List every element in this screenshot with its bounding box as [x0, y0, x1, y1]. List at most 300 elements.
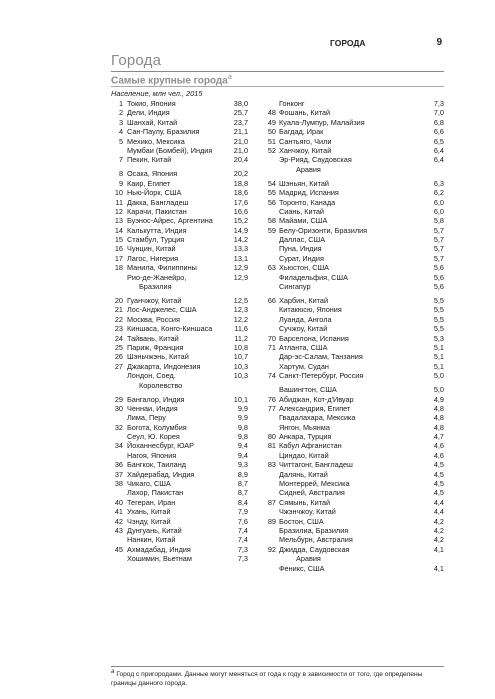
city-name: Вашингтон, США: [279, 385, 337, 395]
population-value: 5,5: [433, 324, 444, 334]
table-row: [111, 169, 248, 178]
table-row: [111, 362, 248, 371]
table-row: [262, 498, 444, 507]
city-name: Чжэнчжоу, Китай: [279, 507, 336, 517]
city-name: Мехико, Мексика: [127, 136, 185, 146]
city-name: Читтагонг, Бангладеш: [279, 460, 353, 470]
population-value: 12,3: [233, 305, 248, 315]
city-name: Китакюсю, Япония: [279, 305, 342, 315]
city-name: Чунцин, Китай: [127, 244, 176, 254]
table-row: [262, 362, 444, 371]
rank-number: 50: [267, 127, 276, 137]
rank-number: 9: [118, 178, 123, 188]
city-name: Харбин, Китай: [279, 296, 329, 305]
table-row: [262, 188, 444, 197]
population-value: 11,6: [234, 324, 248, 334]
table-row: [262, 198, 444, 207]
rank-number: 63: [267, 263, 276, 273]
population-value: 5,0: [433, 385, 444, 395]
city-name: Белу-Оризонти, Бразилия: [279, 225, 368, 235]
title-rule: [111, 71, 444, 72]
rank-number: 13: [114, 216, 123, 226]
city-name: Хошимин, Вьетнам: [127, 554, 192, 564]
population-value: 6,4: [433, 145, 444, 155]
table-row: [111, 479, 248, 488]
table-row: [111, 273, 248, 282]
population-value: 10,3: [233, 361, 248, 371]
population-value: 5,5: [433, 314, 444, 324]
city-name: Джакарта, Индонезия: [127, 361, 201, 371]
table-row: [262, 535, 444, 544]
population-value: 14,2: [233, 235, 248, 245]
population-value: 7,9: [237, 507, 248, 517]
table-row: [111, 352, 248, 361]
table-row: [262, 137, 444, 146]
population-value: 6,8: [433, 117, 444, 127]
rank-number: 17: [114, 253, 123, 263]
rank-number: 16: [114, 244, 123, 254]
table-row: [262, 324, 444, 333]
rank-number: 49: [267, 117, 276, 127]
rank-number: 40: [114, 497, 123, 507]
population-value: 6,4: [433, 155, 444, 165]
rank-number: 15: [114, 235, 123, 245]
table-row: [262, 460, 444, 469]
population-value: 5,1: [433, 361, 444, 371]
table-row: [262, 564, 444, 573]
population-value: 4,5: [433, 460, 444, 470]
city-name: Калькутта, Индия: [127, 225, 187, 235]
city-name: Ухань, Китай: [127, 507, 171, 517]
table-row: [262, 479, 444, 488]
table-row: [111, 413, 248, 422]
city-name: Манила, Филиппины: [127, 263, 197, 273]
table-row: [262, 470, 444, 479]
table-row: [111, 263, 248, 272]
table-row-continuation: [111, 381, 248, 390]
rank-number: 55: [267, 188, 276, 198]
population-value: 4,8: [433, 422, 444, 432]
city-name: Куала-Лумпур, Малайзия: [279, 117, 365, 127]
city-name: Джидда, Саудовская: [279, 544, 350, 554]
rank-number: 7: [118, 155, 123, 165]
city-name: Кабул Афганистан: [279, 441, 342, 451]
table-row: [262, 432, 444, 441]
table-row: [262, 451, 444, 460]
table-row: [111, 254, 248, 263]
table-row: [111, 244, 248, 253]
city-name: Чэнду, Китай: [127, 516, 171, 526]
rank-number: 12: [114, 206, 123, 216]
rank-number: 14: [114, 225, 123, 235]
population-value: 15,2: [233, 216, 248, 226]
city-name: Бангалор, Индия: [127, 394, 185, 404]
city-name: Мумбаи (Бомбей), Индия: [127, 145, 213, 155]
population-value: 9,9: [237, 413, 248, 423]
table-row: [111, 343, 248, 352]
city-name: Эр-Рияд, Саудовская: [279, 155, 352, 165]
table-row: [262, 118, 444, 127]
rank-number: 34: [114, 441, 123, 451]
table-row: [111, 554, 248, 563]
footnote-text: Город с пригородами. Данные могут меняться от года к году в зависимости от того, где определены границы данного города.: [111, 671, 423, 687]
table-row: [111, 404, 248, 413]
population-value: 5,3: [433, 333, 444, 343]
rank-number: 10: [114, 188, 123, 198]
population-value: 9,9: [237, 403, 248, 413]
rank-number: 51: [267, 136, 276, 146]
population-value: 5,5: [433, 296, 444, 305]
population-value: 6,3: [433, 178, 444, 188]
table-row: [262, 254, 444, 263]
population-value: 5,6: [433, 282, 444, 292]
rank-number: 29: [114, 394, 123, 404]
table-row: [111, 395, 248, 404]
table-row: [111, 526, 248, 535]
population-value: 6,0: [433, 197, 444, 207]
rank-number: 77: [267, 403, 276, 413]
city-name: Бостон, США: [279, 516, 324, 526]
table-row: [262, 441, 444, 450]
rank-number: 27: [114, 361, 123, 371]
city-name: Чикаго, США: [127, 479, 171, 489]
population-value: 9,4: [237, 441, 248, 451]
population-value: 6,6: [433, 127, 444, 137]
city-name: Монтеррей, Мексика: [279, 479, 350, 489]
city-name: Лима, Перу: [127, 413, 166, 423]
rank-number: 42: [114, 516, 123, 526]
city-name: Торонто, Канада: [279, 197, 336, 207]
table-row: [262, 273, 444, 282]
city-name: Шанхай, Китай: [127, 117, 178, 127]
rank-number: 87: [267, 497, 276, 507]
city-name: Дели, Индия: [127, 108, 170, 118]
rank-number: 2: [118, 108, 123, 118]
population-value: 12,5: [233, 296, 248, 305]
population-value: 4,2: [433, 525, 444, 535]
city-name: Сеул, Ю. Корея: [127, 432, 180, 442]
city-name: Гвадалахара, Мексика: [279, 413, 356, 423]
population-value: 5,5: [433, 305, 444, 315]
population-value: 18,8: [233, 178, 248, 188]
table-row: [262, 108, 444, 117]
rank-number: 23: [114, 324, 123, 334]
population-value: 5,8: [433, 216, 444, 226]
city-name: Буэнос-Айрес, Аргентина: [127, 216, 213, 226]
population-value: 5,7: [433, 244, 444, 254]
city-name: Токио, Япония: [127, 99, 176, 108]
city-name: Санкт-Петербург, Россия: [279, 371, 364, 381]
city-name: Бангкок, Таиланд: [127, 460, 186, 470]
city-name: Абиджан, Кот-д'Ивуар: [279, 394, 354, 404]
population-value: 7,4: [237, 525, 248, 535]
rank-number: 54: [267, 178, 276, 188]
city-name: Аравия: [296, 554, 321, 564]
table-row: [111, 498, 248, 507]
city-name: Хьюстон, США: [279, 263, 330, 273]
city-name: Ахмадабад, Индия: [127, 544, 191, 554]
running-head: [330, 38, 442, 52]
city-name: Дар-эс-Салам, Танзания: [279, 352, 363, 362]
city-name: Нанкин, Китай: [127, 535, 176, 545]
rank-number: 3: [118, 117, 123, 127]
rank-number: 18: [114, 263, 123, 273]
rank-number: 8: [118, 169, 123, 179]
city-name: Майами, США: [279, 216, 328, 226]
population-value: 12,2: [233, 314, 248, 324]
rank-number: 21: [114, 305, 123, 315]
city-name: Лос-Анджелес, США: [127, 305, 197, 315]
table-row-continuation: [262, 165, 444, 174]
page-number: 9: [436, 37, 442, 48]
table-row-continuation: [262, 554, 444, 563]
city-name: Тайвань, Китай: [127, 333, 179, 343]
table-row: [111, 371, 248, 380]
city-name: Даллас, США: [279, 235, 326, 245]
city-name: Хартум, Судан: [279, 361, 329, 371]
table-row: [262, 296, 444, 305]
city-name: Дакка, Бангладеш: [127, 197, 189, 207]
city-name: Анкара, Турция: [279, 432, 332, 442]
city-name: Шэньян, Китай: [279, 178, 329, 188]
table-row: [111, 441, 248, 450]
city-name: Лагос, Нигерия: [127, 253, 179, 263]
rank-number: 24: [114, 333, 123, 343]
city-name: Атланта, США: [279, 342, 328, 352]
population-value: 7,6: [237, 516, 248, 526]
table-row: [262, 235, 444, 244]
rank-number: 89: [267, 516, 276, 526]
table-row: [262, 155, 444, 164]
population-value: 4,6: [433, 450, 444, 460]
population-value: 17,6: [233, 197, 248, 207]
table-row: [262, 263, 444, 272]
population-value: 9,3: [237, 460, 248, 470]
city-name: Сан-Паулу, Бразилия: [127, 127, 200, 137]
rank-number: 4: [118, 127, 123, 137]
population-value: 13,1: [233, 253, 248, 263]
rank-number: 45: [114, 544, 123, 554]
population-value: 38,0: [233, 99, 248, 108]
table-row: [262, 352, 444, 361]
city-name: Нагоя, Япония: [127, 450, 177, 460]
city-name: Париж, Франция: [127, 342, 184, 352]
table-row: [111, 198, 248, 207]
population-value: 4,9: [433, 394, 444, 404]
city-name: Осака, Япония: [127, 169, 178, 179]
city-name: Луанда, Ангола: [279, 314, 332, 324]
table-row: [111, 432, 248, 441]
rank-number: 92: [267, 544, 276, 554]
population-value: 5,6: [433, 272, 444, 282]
table-row: [111, 517, 248, 526]
table-row: [262, 517, 444, 526]
city-name: Аравия: [296, 164, 321, 174]
city-name: Феникс, США: [279, 563, 325, 573]
population-value: 14,9: [233, 225, 248, 235]
population-value: 9,4: [237, 450, 248, 460]
table-row: [262, 179, 444, 188]
population-value: 21,0: [233, 145, 248, 155]
table-row: [262, 334, 444, 343]
city-name: Стамбул, Турция: [127, 235, 185, 245]
table-row: [262, 226, 444, 235]
table-row: [262, 146, 444, 155]
city-name: Сучжоу, Китай: [279, 324, 328, 334]
table-row: [111, 305, 248, 314]
rank-number: 1: [118, 99, 123, 108]
population-value: 4,2: [433, 516, 444, 526]
population-value: 21,0: [233, 136, 248, 146]
city-name: Киншаса, Конго-Киншаса: [127, 324, 213, 334]
city-name: Багдад, Ирак: [279, 127, 324, 137]
city-name: Бразилия: [139, 282, 172, 292]
rank-number: 36: [114, 460, 123, 470]
table-caption: Население, млн чел., 2015: [111, 89, 203, 98]
table-row: [262, 99, 444, 108]
table-row: [262, 413, 444, 422]
population-value: 7,0: [433, 108, 444, 118]
population-value: 5,7: [433, 235, 444, 245]
table-row: [111, 451, 248, 460]
population-value: 7,4: [237, 535, 248, 545]
table-row: [111, 488, 248, 497]
rank-number: 22: [114, 314, 123, 324]
population-value: 4,4: [433, 497, 444, 507]
city-name: Сурат, Индия: [279, 253, 324, 263]
table-row-continuation: [111, 282, 248, 291]
table-row: [111, 226, 248, 235]
rank-number: 76: [267, 394, 276, 404]
city-name: Пуна, Индия: [279, 244, 322, 254]
city-name: Королевство: [139, 380, 183, 390]
city-name: Ханчжоу, Китай: [279, 145, 332, 155]
city-name: Далянь, Китай: [279, 469, 328, 479]
city-name: Пекин, Китай: [127, 155, 172, 165]
rank-number: 11: [115, 197, 123, 207]
table-row: [262, 371, 444, 380]
rank-number: 30: [114, 403, 123, 413]
rank-number: 58: [267, 216, 276, 226]
population-value: 9,8: [237, 432, 248, 442]
table-row: [262, 545, 444, 554]
city-name: Сантьяго, Чили: [279, 136, 332, 146]
city-name: Сидней, Австралия: [279, 488, 345, 498]
table-row: [111, 296, 248, 305]
population-value: 7,3: [237, 554, 248, 564]
table-row: [111, 545, 248, 554]
table-row: [111, 99, 248, 108]
city-name: Москва, Россия: [127, 314, 180, 324]
rank-number: 52: [267, 145, 276, 155]
population-value: 7,3: [237, 544, 248, 554]
city-name: Филадельфия, США: [279, 272, 348, 282]
table-row: [111, 108, 248, 117]
section-title: Города: [111, 52, 162, 69]
rank-number: 71: [267, 342, 276, 352]
city-name: Бразилиа, Бразилия: [279, 525, 349, 535]
city-name: Каир, Египет: [127, 178, 171, 188]
city-name: Богота, Колумбия: [127, 422, 187, 432]
table-row: [262, 507, 444, 516]
table-title-text: Самые крупные города: [111, 75, 228, 87]
rank-number: 81: [267, 441, 276, 451]
population-value: 4,2: [433, 535, 444, 545]
table-row: [111, 535, 248, 544]
population-value: 7,3: [433, 99, 444, 108]
population-value: 4,7: [433, 432, 444, 442]
table-row: [111, 334, 248, 343]
rank-number: 59: [267, 225, 276, 235]
city-name: Сингапур: [279, 282, 311, 292]
footnote: [111, 668, 444, 688]
population-value: 6,0: [433, 206, 444, 216]
table-row: [111, 507, 248, 516]
population-value: 4,8: [433, 413, 444, 423]
rank-number: 70: [267, 333, 276, 343]
subtitle-rule: [111, 86, 444, 87]
table-row: [262, 395, 444, 404]
footnote-reference: a: [227, 74, 232, 81]
running-head-title: ГОРОДА: [330, 38, 366, 48]
city-name: Гуанчжоу, Китай: [127, 296, 182, 305]
table-row: [262, 315, 444, 324]
table-row: [111, 118, 248, 127]
left-column: [111, 99, 248, 564]
city-name: Янгон, Мьянма: [279, 422, 330, 432]
rank-number: 5: [118, 136, 123, 146]
population-value: 13,3: [233, 244, 248, 254]
city-name: Циндао, Китай: [279, 450, 329, 460]
table-row: [262, 282, 444, 291]
rank-number: 32: [114, 422, 123, 432]
population-value: 5,7: [433, 253, 444, 263]
population-value: 5,7: [433, 225, 444, 235]
table-title: [111, 74, 232, 86]
table-row: [262, 127, 444, 136]
city-name: Барселона, Испания: [279, 333, 349, 343]
population-value: 12,9: [233, 272, 248, 282]
rank-number: 20: [114, 296, 123, 305]
rank-number: 43: [114, 525, 123, 535]
population-value: 10,8: [233, 342, 248, 352]
city-name: Хайдерабад, Индия: [127, 469, 195, 479]
table-row: [111, 470, 248, 479]
city-name: Сиань, Китай: [279, 206, 325, 216]
rank-number: 25: [114, 342, 123, 352]
population-value: 20,2: [233, 169, 248, 179]
population-value: 11,2: [234, 333, 248, 343]
population-value: 9,8: [237, 422, 248, 432]
city-name: Тегеран, Иран: [127, 497, 176, 507]
city-name: Мельбурн, Австралия: [279, 535, 353, 545]
rank-number: 80: [267, 432, 276, 442]
population-value: 6,5: [433, 136, 444, 146]
city-name: Дунгуань, Китай: [127, 525, 182, 535]
city-name: Шэньчжэнь, Китай: [127, 352, 189, 362]
city-name: Лондон, Соед.: [127, 371, 176, 381]
population-value: 6,2: [433, 188, 444, 198]
table-row: [111, 216, 248, 225]
city-name: Фошань, Китай: [279, 108, 331, 118]
rank-number: 41: [114, 507, 123, 517]
table-row: [262, 343, 444, 352]
population-value: 21,1: [233, 127, 248, 137]
city-name: Сямынь, Китай: [279, 497, 331, 507]
rank-number: 48: [267, 108, 276, 118]
table-row: [111, 155, 248, 164]
population-value: 8,7: [237, 479, 248, 489]
